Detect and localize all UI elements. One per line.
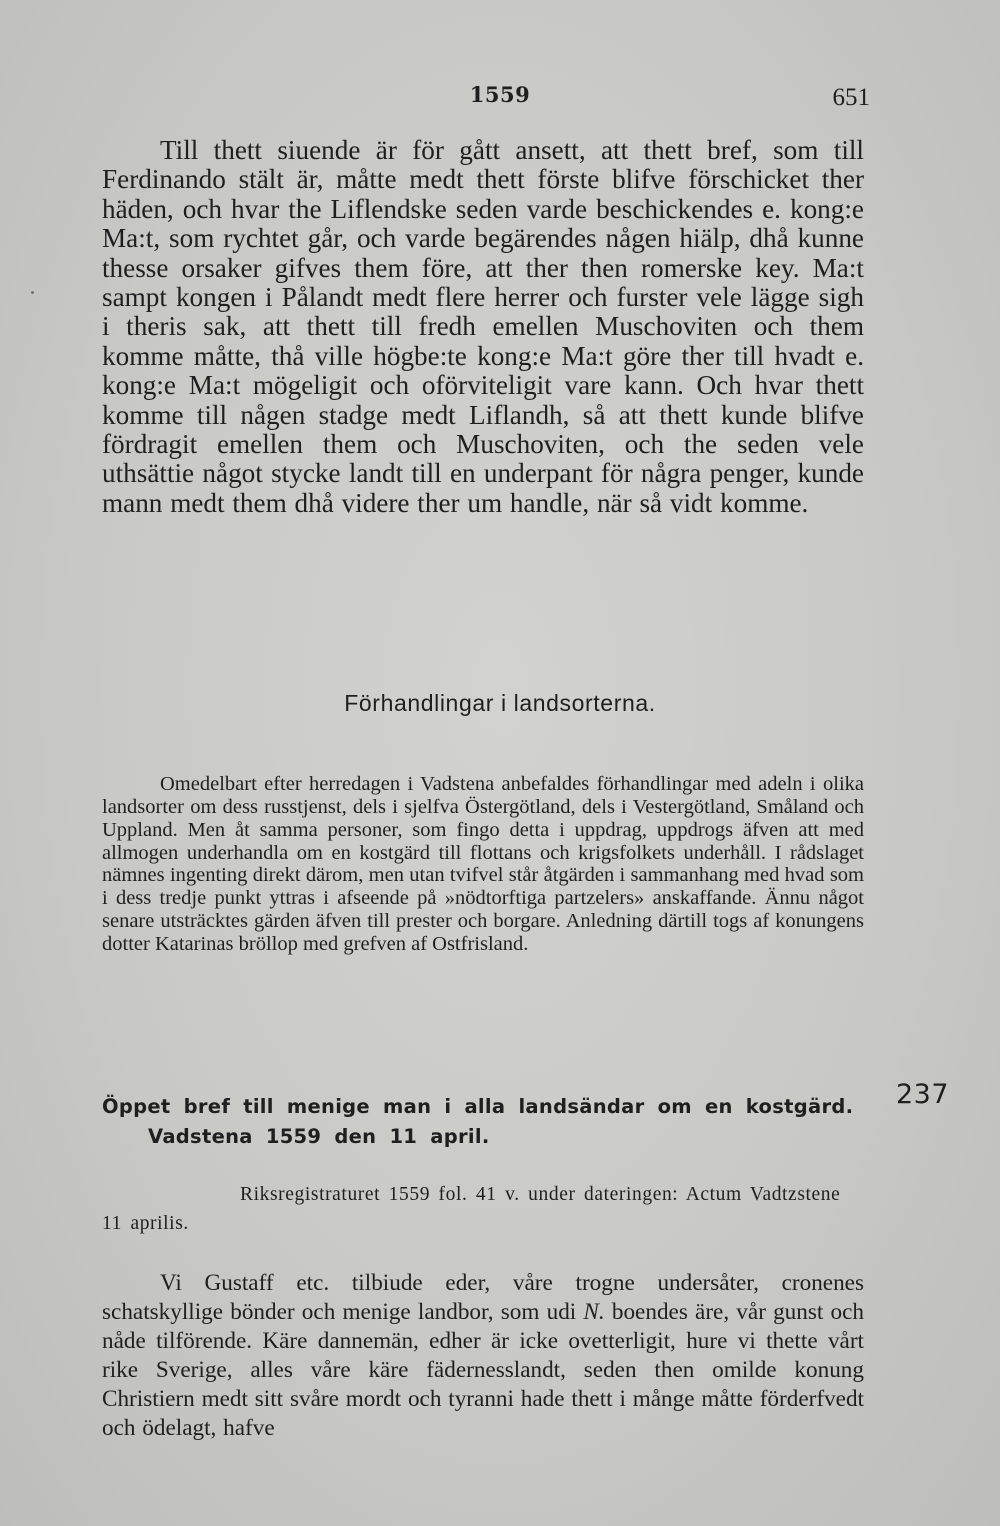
intro-paragraph bbox=[102, 136, 864, 518]
running-head-year: 1559 bbox=[469, 82, 531, 107]
intro-paragraph-text: Till thett siuende är för gått ansett, att thett bref, som till Ferdinando stält är, måtte medt thett förste blifve förschicket ther häden, och hvar the Liflendske seden varde beschickendes e. kong:e Ma:t, som rychtet går, och varde begärendes någen hiälp, dhå kunne thesse orsaker gifves them före, att ther then romerske key. Ma:t sampt kongen i Pålandt medt flere herrer och furster vele lägge sigh i theris sak, att thett till fredh emellen Muschoviten och them komme måtte, thå ville högbe:te kong:e Ma:t göre ther till hvadt e. kong:e Ma:t mögeligit och oförviteligit vare kann. Och hvar thett komme till någen stadge medt Liflandh, så att thett kunde blifve fördragit emellen them och Muschoviten, och the seden vele uthsättie något stycke landt till en underpant för några penger, kunde mann medt them dhå videre ther um handle, när så vidt komme. bbox=[102, 135, 864, 518]
letter-body-part2: boendes äre, vår gunst och nåde tilförende. Käre dannemän, edher är icke ovetterligit, hure vi thette vårt rike Sverige, alles våre käre fädernesslandt, seden then omilde konung Christiern medt sitt svåre mordt och tyranni hade thett i månge måtte förderfvedt och ödelagt, hafve bbox=[102, 1299, 864, 1441]
source-note bbox=[102, 1180, 864, 1238]
section-paragraph bbox=[102, 773, 864, 956]
letter-title bbox=[102, 1092, 872, 1152]
letter-number: 237 bbox=[896, 1079, 950, 1110]
letter-body-part1: Vi Gustaff etc. tilbiude eder, våre trogne undersåter, cronenes schatskyllige bönder och menige landbor, som udi bbox=[102, 1270, 864, 1325]
letter-title-line1: Öppet bref till menige man i alla landsändar om en kostgärd. bbox=[102, 1095, 854, 1118]
section-paragraph-text: Omedelbart efter herredagen i Vadstena anbefaldes förhandlingar med adeln i olika landsorter om dess russtjenst, dels i sjelfva Östergötland, dels i Vestergötland, Småland och Uppland. Men åt samma personer, som fingo detta i uppdrag, uppdrogs äfven att med allmogen underhandla om en kostgärd till flottans och krigsfolkets underhåll. I rådslaget nämnes ingenting direkt därom, men utan tvifvel står åtgärden i sammanhang med hvad som i dess tredje punkt yttras i afseende på »nödtorftiga partzelers» anskaffande. Ännu något senare utsträcktes gärden äfven till prester och borgare. Anledning därtill togs af konungens dotter Katarinas bröllop med grefven af Ostfrisland. bbox=[102, 773, 864, 955]
letter-title-line2: Vadstena 1559 den 11 april. bbox=[148, 1125, 490, 1148]
section-heading: Förhandlingar i landsorterna. bbox=[344, 690, 656, 716]
source-note-text: Riksregistraturet 1559 fol. 41 v. under dateringen: Actum Vadtzstene 11 aprilis. bbox=[102, 1184, 841, 1234]
paper-speck bbox=[31, 291, 34, 294]
letter-body-placeholder: N. bbox=[583, 1299, 605, 1325]
page-number: 651 bbox=[832, 84, 870, 111]
letter-body bbox=[102, 1269, 864, 1443]
